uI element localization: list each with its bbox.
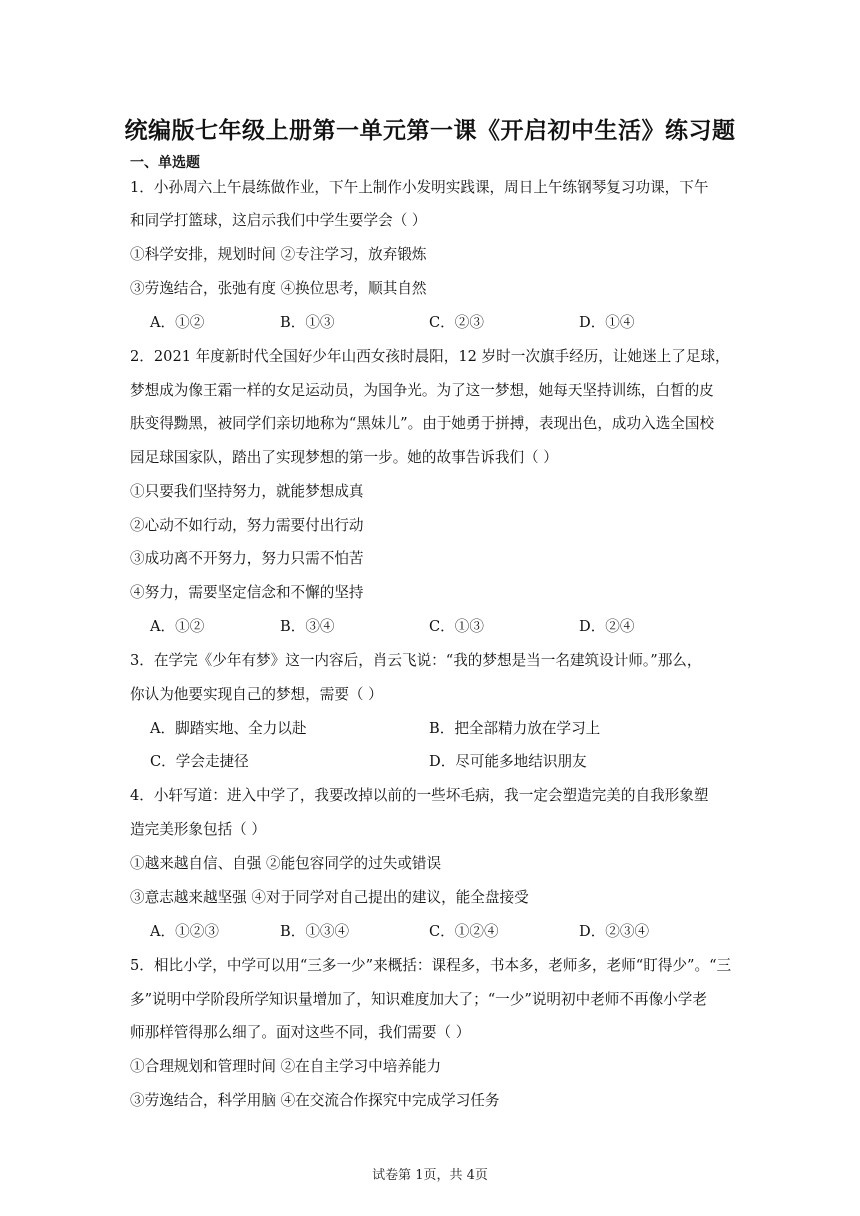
- q2-line-6: ②心动不如行动，努力需要付出行动: [130, 517, 364, 534]
- q1-option-c: C．②③: [429, 314, 484, 331]
- q4-line-2: 造完美形象包括（ ）: [130, 821, 266, 838]
- q5-line-1: 5．相比小学，中学可以用“三多一少”来概括：课程多，书本多，老师多，老师“盯得少”。“三: [130, 957, 732, 974]
- q2-line-8: ④努力，需要坚定信念和不懈的坚持: [130, 584, 364, 601]
- q4-line-1: 4．小轩写道：进入中学了，我要改掉以前的一些坏毛病，我一定会塑造完美的自我形象塑: [130, 787, 709, 804]
- page-title: 统编版七年级上册第一单元第一课《开启初中生活》练习题: [124, 118, 736, 144]
- q5-line-5: ③劳逸结合，科学用脑 ④在交流合作探究中完成学习任务: [130, 1092, 500, 1109]
- q4-option-b: B．①③④: [280, 923, 350, 940]
- q2-line-2: 梦想成为像王霜一样的女足运动员，为国争光。为了这一梦想，她每天坚持训练，白皙的皮: [130, 382, 714, 399]
- q2-line-3: 肤变得黝黑，被同学们亲切地称为“黑妹儿”。由于她勇于拼搏，表现出色，成功入选全国校: [130, 415, 715, 432]
- q5-line-3: 师那样管得那么细了。面对这些不同，我们需要（ ）: [130, 1024, 471, 1041]
- q1-line-2: 和同学打篮球，这启示我们中学生要学会（ ）: [130, 212, 427, 229]
- q2-line-7: ③成功离不开努力，努力只需不怕苦: [130, 550, 364, 567]
- q3-option-c: C．学会走捷径: [150, 753, 249, 770]
- q2-option-d: D．②④: [579, 618, 635, 635]
- q4-option-d: D．②③④: [579, 923, 650, 940]
- q4-option-a: A．①②③: [150, 923, 219, 940]
- q2-line-1: 2．2021 年度新时代全国好少年山西女孩时晨阳，12 岁时一次旗手经历，让她迷上了足球，: [130, 348, 730, 365]
- q2-line-5: ①只要我们坚持努力，就能梦想成真: [130, 483, 364, 500]
- q1-line-1: 1．小孙周六上午晨练做作业，下午上制作小发明实践课，周日上午练钢琴复习功课，下午: [130, 179, 709, 196]
- q4-line-3: ①越来越自信、自强 ②能包容同学的过失或错误: [130, 855, 442, 872]
- q3-option-a: A．脚踏实地、全力以赴: [150, 720, 307, 737]
- q2-option-c: C．①③: [429, 618, 484, 635]
- q2-option-b: B．③④: [280, 618, 335, 635]
- q1-line-4: ③劳逸结合，张弛有度 ④换位思考，顺其自然: [130, 280, 427, 297]
- q4-line-4: ③意志越来越坚强 ④对于同学对自己提出的建议，能全盘接受: [130, 889, 529, 906]
- q5-line-4: ①合理规划和管理时间 ②在自主学习中培养能力: [130, 1058, 442, 1075]
- q1-option-a: A．①②: [150, 314, 205, 331]
- q4-option-c: C．①②④: [429, 923, 499, 940]
- q1-line-3: ①科学安排，规划时间 ②专注学习，放弃锻炼: [130, 246, 427, 263]
- q1-option-d: D．①④: [579, 314, 635, 331]
- q3-option-d: D．尽可能多地结识朋友: [429, 753, 587, 770]
- q3-line-1: 3．在学完《少年有梦》这一内容后，肖云飞说：“我的梦想是当一名建筑设计师。”那么，: [130, 652, 702, 669]
- q5-line-2: 多”说明中学阶段所学知识量增加了，知识难度加大了；“一少”说明初中老师不再像小学老: [130, 991, 707, 1008]
- q1-option-b: B．①③: [280, 314, 335, 331]
- q3-line-2: 你认为他要实现自己的梦想，需要（ ）: [130, 686, 383, 703]
- q3-option-b: B．把全部精力放在学习上: [429, 720, 601, 737]
- q2-line-4: 园足球国家队，踏出了实现梦想的第一步。她的故事告诉我们（ ）: [130, 449, 558, 466]
- page-footer: 试卷第 1页，共 4页: [372, 1168, 488, 1183]
- q2-option-a: A．①②: [150, 618, 205, 635]
- section-heading: 一、单选题: [130, 155, 200, 171]
